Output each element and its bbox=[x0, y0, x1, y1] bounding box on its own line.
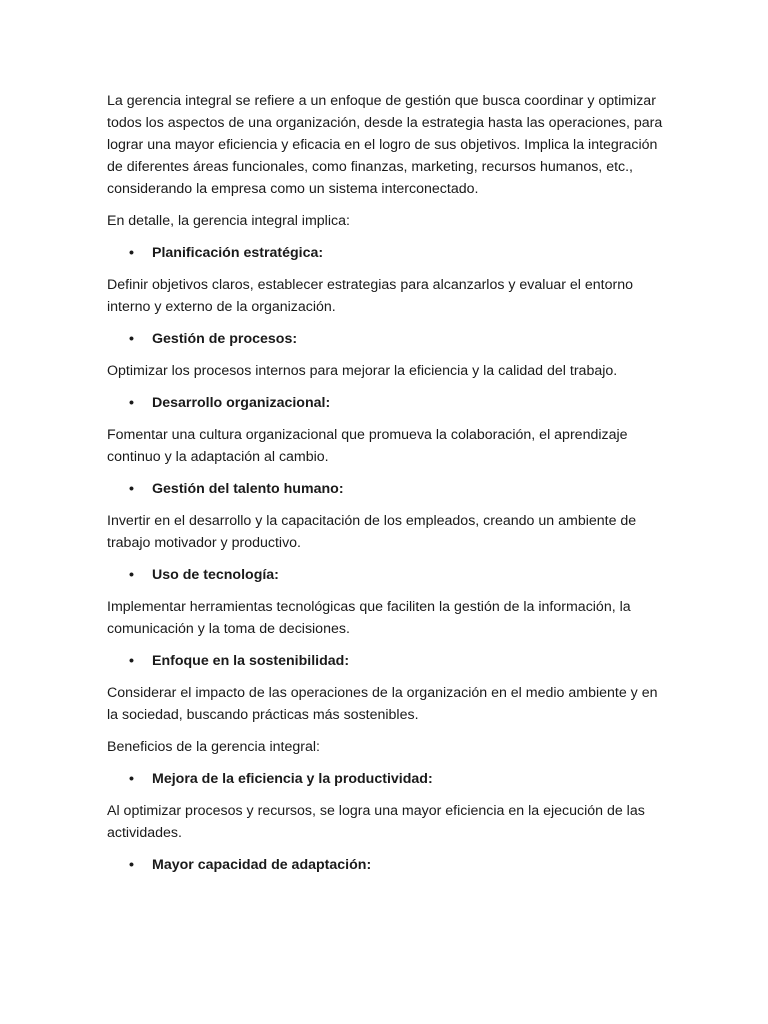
aspect-description: Considerar el impacto de las operaciones de la organización en el medio ambiente y en la sociedad, buscando prácticas más sostenibles. bbox=[107, 685, 658, 723]
aspect-heading-planificacion bbox=[107, 242, 667, 264]
aspect-description: Implementar herramientas tecnológicas que faciliten la gestión de la información, la comunicación y la toma de decisiones. bbox=[107, 599, 631, 637]
bullet-icon: • bbox=[129, 481, 134, 497]
intro-paragraph: La gerencia integral se refiere a un enfoque de gestión que busca coordinar y optimizar todos los aspectos de una organización, desde la estrategia hasta las operaciones, para lograr una mayor eficiencia y eficacia en el logro de sus objetivos. Implica la integración de diferentes áreas funcionales, como finanzas, marketing, recursos humanos, etc., considerando la empresa como un sistema interconectado. bbox=[107, 93, 663, 197]
document-body bbox=[107, 90, 667, 876]
benefits-lead-paragraph: Beneficios de la gerencia integral: bbox=[107, 739, 320, 755]
bullet-icon: • bbox=[129, 245, 134, 261]
aspect-heading-tecnologia bbox=[107, 564, 667, 586]
aspect-description: Invertir en el desarrollo y la capacitación de los empleados, creando un ambiente de trabajo motivador y productivo. bbox=[107, 513, 637, 551]
aspect-title: Enfoque en la sostenibilidad: bbox=[152, 653, 350, 669]
aspect-heading-sostenibilidad bbox=[107, 650, 667, 672]
benefit-title: Mayor capacidad de adaptación: bbox=[152, 857, 372, 873]
aspect-title: Gestión de procesos: bbox=[152, 331, 298, 347]
bullet-icon: • bbox=[129, 857, 134, 873]
benefit-heading-adaptacion bbox=[107, 854, 667, 876]
aspect-title: Desarrollo organizacional: bbox=[152, 395, 331, 411]
benefit-description: Al optimizar procesos y recursos, se logra una mayor eficiencia en la ejecución de las actividades. bbox=[107, 803, 645, 841]
benefit-heading-eficiencia bbox=[107, 768, 667, 790]
bullet-icon: • bbox=[129, 331, 134, 347]
bullet-icon: • bbox=[129, 395, 134, 411]
aspect-heading-desarrollo bbox=[107, 392, 667, 414]
aspect-heading-talento bbox=[107, 478, 667, 500]
aspect-description: Fomentar una cultura organizacional que promueva la colaboración, el aprendizaje continuo y la adaptación al cambio. bbox=[107, 427, 628, 465]
aspect-title: Planificación estratégica: bbox=[152, 245, 324, 261]
aspect-title: Uso de tecnología: bbox=[152, 567, 279, 583]
aspect-description: Optimizar los procesos internos para mejorar la eficiencia y la calidad del trabajo. bbox=[107, 363, 618, 379]
bullet-icon: • bbox=[129, 567, 134, 583]
bullet-icon: • bbox=[129, 771, 134, 787]
aspect-title: Gestión del talento humano: bbox=[152, 481, 344, 497]
aspect-heading-procesos bbox=[107, 328, 667, 350]
detail-lead-paragraph: En detalle, la gerencia integral implica: bbox=[107, 213, 350, 229]
aspect-description: Definir objetivos claros, establecer estrategias para alcanzarlos y evaluar el entorno interno y externo de la organización. bbox=[107, 277, 633, 315]
benefit-title: Mejora de la eficiencia y la productividad: bbox=[152, 771, 433, 787]
bullet-icon: • bbox=[129, 653, 134, 669]
